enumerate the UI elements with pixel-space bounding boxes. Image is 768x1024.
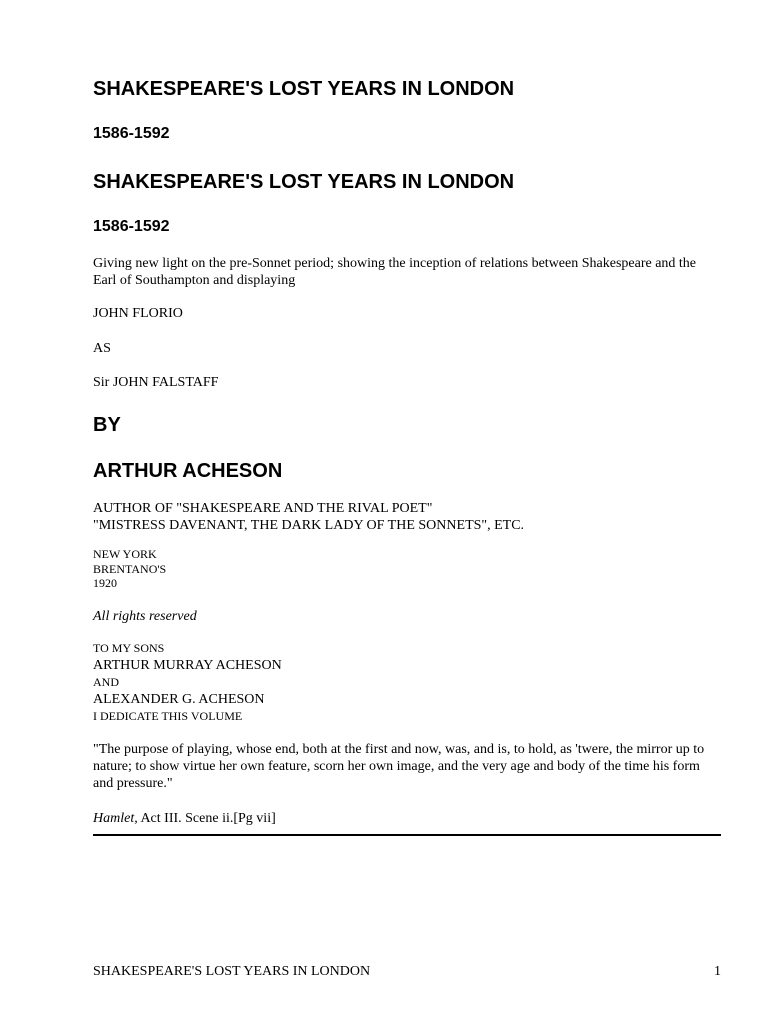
dedication-closing: I DEDICATE THIS VOLUME [93,709,243,723]
document-page [93,0,721,1024]
dedication-son-2: ALEXANDER G. ACHESON [93,692,265,707]
epigraph-citation [93,810,276,827]
epigraph-quote: "The purpose of playing, whose end, both at the first and now, was, and is, to hold, as 'twere, the mirror up to nature; to show virtue her own feature, scorn her own image, and the very age and body of the time his form and pressure." [93,742,705,791]
john-florio-line: JOHN FLORIO [93,306,183,321]
as-line: AS [93,341,111,356]
intro-paragraph: Giving new light on the pre-Sonnet period; showing the inception of relations between Shakespeare and the Earl of Southampton and displaying [93,256,697,288]
dedication [93,640,282,725]
dedication-intro: TO MY SONS [93,641,165,655]
imprint-publisher: BRENTANO'S [93,561,167,576]
footer-running-title: SHAKESPEARE'S LOST YEARS IN LONDON [93,964,371,979]
footer-page-number: 1 [714,964,721,979]
citation-work: Hamlet [93,811,135,826]
by-heading: BY [93,414,121,436]
citation-location: , Act III. Scene ii.[Pg vii] [134,811,276,826]
imprint-city: NEW YORK [93,547,157,561]
dedication-and: AND [93,675,119,689]
dedication-son-1: ARTHUR MURRAY ACHESON [93,658,282,673]
imprint-year: 1920 [93,576,117,590]
book-title-repeat: SHAKESPEARE'S LOST YEARS IN LONDON [93,171,515,193]
author-credits [93,500,524,534]
imprint [93,547,166,591]
section-divider [93,834,721,836]
book-years-repeat: 1586-1592 [93,218,170,235]
book-years: 1586-1592 [93,125,170,142]
author-name: ARTHUR ACHESON [93,460,283,482]
book-title: SHAKESPEARE'S LOST YEARS IN LONDON [93,78,515,100]
rights-notice: All rights reserved [93,609,197,624]
credit-line: AUTHOR OF "SHAKESPEARE AND THE RIVAL POET" [93,501,433,516]
credit-line: "MISTRESS DAVENANT, THE DARK LADY OF THE SONNETS", ETC. [93,518,525,533]
falstaff-line: Sir JOHN FALSTAFF [93,375,219,390]
